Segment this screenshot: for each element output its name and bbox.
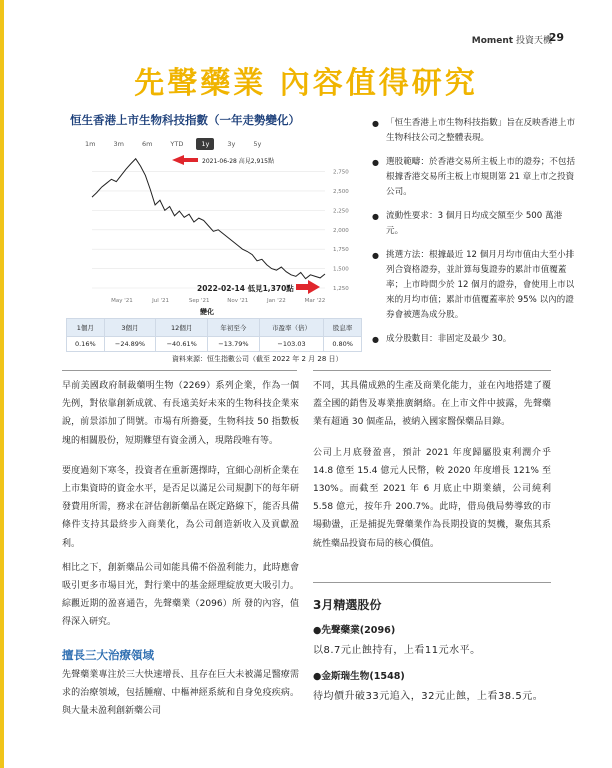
pick-desc: 待均價升破33元追入，32元止蝕，上看38.5元。 bbox=[313, 691, 544, 702]
brand-name: Moment bbox=[471, 36, 514, 46]
low-annotation bbox=[197, 280, 320, 294]
paragraph: 要度過刻下寒冬，投資者在重新選擇時，宜細心剖析企業在上市集資時的資金水平，是否足以滿足公司規劃下的每年研發費用所需，務求在評估創新藥品在既定路線下，能否具備條件支持其最終步入商業化，為公司創造新收入及貢獻盈利。 bbox=[62, 465, 299, 549]
picks-title: 3月精選股份 bbox=[313, 598, 382, 612]
section-name: 投資天機 bbox=[515, 36, 552, 46]
high-annotation-label: 2021-06-28 高見2,915點 bbox=[202, 158, 274, 165]
y-tick-label: 1,750 bbox=[333, 247, 349, 254]
x-tick-label: Nov '21 bbox=[227, 298, 249, 304]
y-tick-label: 1,250 bbox=[333, 286, 349, 292]
x-tick-label: Jan '22 bbox=[267, 298, 286, 304]
pick-name: ●先聲藥業(2096) bbox=[313, 625, 396, 636]
list-item: ● 流動性要求：3 個月日均成交額至少 500 萬港元。 bbox=[372, 209, 577, 239]
x-tick-label: Mar '22 bbox=[304, 298, 326, 304]
table-header: 12個月 bbox=[156, 319, 208, 337]
y-tick-label: 2,750 bbox=[333, 169, 349, 176]
page-number: 29 bbox=[548, 31, 564, 44]
performance-table bbox=[66, 318, 362, 352]
yellow-margin-bar bbox=[0, 0, 4, 768]
chart-title: 恒生香港上市生物科技指數（一年走勢變化） bbox=[70, 113, 300, 127]
paragraph: 早前美國政府制裁藥明生物（2269）系列企業，作為一個先例，對依靠創新成就、有長遠美好未來的生物科技企業來說，前景添加了問號。市場有所擔憂，生物科技 50 指數板塊的相關股份，短期難望有資金湧入，現階段唯有等。 bbox=[62, 381, 299, 446]
paragraph: 先聲藥業專注於三大快速增長、且存在巨大未被滿足醫療需求的治療領域，包括腫瘤、中樞神經系統和自身免疫疾病。與大量未盈利創新藥公司 bbox=[62, 669, 299, 717]
table-cell: −13.79% bbox=[208, 337, 260, 352]
bullet-icon: ● bbox=[372, 212, 379, 221]
list-item: ● 選股範疇：於香港交易所主板上市的證券；不包括根據香港交易所主板上市規則第 21 章上市之投資公司。 bbox=[372, 155, 577, 200]
headline: 先聲藥業 內容值得研究 bbox=[134, 66, 478, 101]
table-header: 3個月 bbox=[104, 319, 156, 337]
tab-5y: 5y bbox=[253, 140, 262, 148]
bullet-icon: ● bbox=[372, 251, 379, 260]
index-notes bbox=[372, 116, 577, 356]
section-subheading: 擅長三大治療領域 bbox=[62, 647, 154, 662]
index-series-line bbox=[92, 159, 325, 279]
range-tabs bbox=[80, 138, 266, 150]
table-cell: −24.89% bbox=[104, 337, 156, 352]
y-tick-label: 2,250 bbox=[333, 208, 349, 215]
tab-1y: 1y bbox=[196, 138, 214, 150]
table-row bbox=[67, 337, 362, 352]
chart-source: 資料來源：恒生指數公司（截至 2022 年 2 月 28 日） bbox=[172, 355, 343, 363]
running-header bbox=[472, 33, 552, 46]
table-cell: −103.03 bbox=[259, 337, 324, 352]
table-header: 年初至今 bbox=[208, 319, 260, 337]
left-column bbox=[62, 377, 299, 726]
y-tick-label: 2,000 bbox=[333, 227, 349, 234]
stock-picks bbox=[313, 595, 551, 707]
table-cell: 0.80% bbox=[324, 337, 362, 352]
index-line-chart bbox=[80, 150, 365, 305]
tab-3y: 3y bbox=[227, 140, 236, 148]
tab-ytd: YTD bbox=[170, 140, 184, 148]
x-tick-label: Jul '21 bbox=[152, 298, 170, 304]
paragraph: 相比之下，創新藥品公司如能具備不俗盈利能力，此時應會吸引更多市場目光，對行業中的基金經理綻放更大吸引力。綜觀近期的盈喜通告，先聲藥業（2096）所 發的內容，值得深入研究。 bbox=[62, 562, 299, 628]
low-annotation-label: 2022-02-14 低見1,370點 bbox=[197, 284, 294, 293]
divider bbox=[62, 370, 297, 371]
bullet-icon: ● bbox=[372, 335, 379, 344]
low-arrow-icon bbox=[296, 280, 320, 294]
right-column bbox=[313, 377, 551, 559]
x-tick-label: Sep '21 bbox=[188, 298, 210, 304]
change-label: 變化 bbox=[200, 308, 214, 316]
tab-3m: 3m bbox=[113, 140, 124, 148]
table-header-row bbox=[67, 319, 362, 337]
table-header: 市盈率（倍） bbox=[259, 319, 324, 337]
pick-name: ●金斯瑞生物(1548) bbox=[313, 671, 405, 682]
pick-desc: 以8.7元止蝕持有，上看11元水平。 bbox=[313, 645, 481, 656]
high-arrow-icon bbox=[172, 155, 198, 165]
divider bbox=[313, 582, 551, 583]
table-cell: 0.16% bbox=[67, 337, 105, 352]
paragraph: 不同，其具備成熟的生產及商業化能力，並在內地搭建了覆蓋全國的銷售及專業推廣網絡。在上市文件中披露，先聲藥業有超過 30 個產品，被納入國家醫保藥品目錄。 bbox=[313, 381, 551, 428]
x-tick-label: May '21 bbox=[111, 298, 133, 304]
list-item: ● 成分股數目：非固定及最少 30。 bbox=[372, 332, 577, 347]
list-item: ● 「恒生香港上市生物科技指數」旨在反映香港上市生物科技公司之整體表現。 bbox=[372, 116, 577, 146]
y-tick-label: 1,500 bbox=[333, 266, 349, 273]
high-annotation bbox=[172, 155, 274, 165]
bullet-icon: ● bbox=[372, 158, 379, 167]
divider bbox=[313, 370, 551, 371]
bullet-icon: ● bbox=[372, 119, 379, 128]
paragraph: 公司上月底發盈喜，預計 2021 年度歸屬股東利潤介乎 14.8 億至 15.4 億元人民幣，較 2020 年度增長 121% 至 130%。而截至 2021 年 6 月底止中期業績，公司純利 5.58 億元，按年升 200.7%。此時，借烏俄局勢導致的市場動盪，正是捕捉先聲藥業作為長期投資的契機，聚焦其系統性藥品投資布局的核心價值。 bbox=[313, 447, 551, 549]
tab-6m: 6m bbox=[141, 140, 153, 148]
table-header: 1個月 bbox=[67, 319, 105, 337]
tab-1m: 1m bbox=[85, 140, 96, 148]
y-tick-label: 2,500 bbox=[333, 188, 349, 195]
list-item: ● 挑選方法：根據最近 12 個月月均市值由大至小排列合資格證券，並計算每隻證券的累計市值覆蓋率；上市時間少於 12 個月的證券，會使用上市以來的月均市值；累計市值覆蓋率於 95% 以內的證券會被選為成分股。 bbox=[372, 248, 577, 323]
table-header: 股息率 bbox=[324, 319, 362, 337]
table-cell: −40.61% bbox=[156, 337, 208, 352]
